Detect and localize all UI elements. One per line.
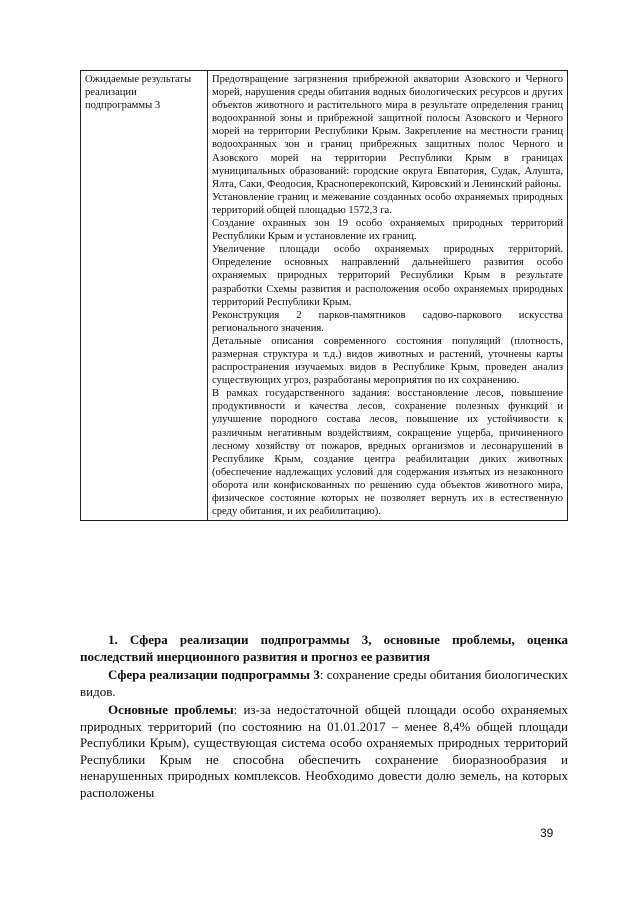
table-content-cell	[208, 71, 568, 521]
sphere-label: Сфера реализации подпрограммы 3	[108, 667, 320, 682]
result-paragraph-2: Установление границ и межевание созданных особо охраняемых природных территорий общей площадью 1572,3 га.	[212, 191, 563, 216]
section-title: 1. Сфера реализации подпрограммы 3, основные проблемы, оценка последствий инерционного развития и прогноз ее развития	[80, 632, 568, 664]
page-number: 39	[540, 826, 554, 840]
problems-text: : из-за недостаточной общей площади особо охраняемых природных территорий (по состоянию на 01.01.2017 – менее 8,4% общей площади Республики Крым), существующая система особо охраняемых природных территорий Республики Крым не способна обеспечить сохранение биоразнообразия и ненарушенных природных комплексов. Необходимо довести долю земель, на которых расположены	[80, 702, 568, 800]
result-paragraph-3: Создание охранных зон 19 особо охраняемых природных территорий Республики Крым и установление их границ.	[212, 218, 563, 243]
table-label-cell	[81, 71, 208, 521]
results-table	[80, 70, 568, 521]
sphere-paragraph	[80, 667, 568, 700]
problems-paragraph	[80, 702, 568, 801]
result-paragraph-5: Реконструкция 2 парков-памятников садово-паркового искусства регионального значения.	[212, 309, 563, 334]
result-paragraph-4: Увеличение площади особо охраняемых природных территорий. Определение основных направлений дальнейшего развития особо охраняемых природных территорий Республики Крым в результате разработки Схемы развития и расположения особо охраняемых природных территорий Республики Крым.	[212, 244, 563, 308]
result-paragraph-1: Предотвращение загрязнения прибрежной акватории Азовского и Черного морей, нарушения среды обитания водных биологических ресурсов и других объектов животного и растительного мира в результате определения границ водоохранной зоны и прибрежной защитной полосы Азовского и Черного морей на территории Республики Крым. Закрепление на местности границ водоохранных зон и границ прибрежных защитных полос Черного и Азовского морей на территории Республики Крым в границах муниципальных образований: городские округа Евпатория, Судак, Алушта, Ялта, Саки, Феодосия, Красноперекопский, Кировский и Ленинский районы.	[212, 74, 563, 190]
result-paragraph-7: В рамках государственного задания: восстановление лесов, повышение продуктивности и качества лесов, сохранение полезных функций и улучшение породного состава лесов, повышение их устойчивости к различным негативным воздействиям, сокращение ущерба, причиненного лесному хозяйству от пожаров, вредных организмов и лесонарушений в Республике Крым, создание центра реабилитации диких животных (обеспечение надлежащих условий для содержания изъятых из незаконного оборота или конфискованных по решению суда объектов животного мира, физическое состояние которых не позволяет вернуть их в естественную среду обитания, и их реабилитацию).	[212, 388, 563, 518]
problems-label: Основные проблемы	[108, 702, 234, 717]
table-label: Ожидаемые результаты реализации подпрограммы 3	[85, 74, 192, 112]
sphere-text: : сохранение среды обитания биологических видов.	[80, 667, 568, 699]
result-paragraph-6: Детальные описания современного состояния популяций (плотность, размерная структура и т.д.) видов животных и растений, уточнены карты распространения изучаемых видов в Республике Крым, проведен анализ существующих угроз, разработаны мероприятия по их сохранению.	[212, 335, 563, 387]
table-row	[81, 71, 568, 521]
